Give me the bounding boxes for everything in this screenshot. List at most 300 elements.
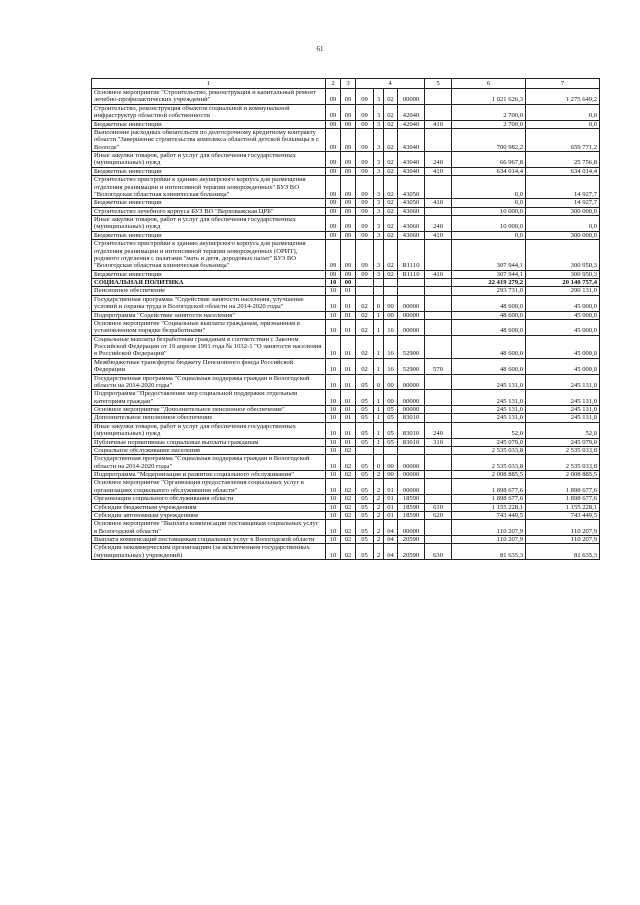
direction-code-cell: 00000: [398, 520, 425, 536]
expense-type-cell: 410: [425, 231, 452, 239]
sum-year-2-cell: 245 131,0: [526, 390, 600, 406]
expense-type-cell: 610: [425, 503, 452, 511]
sum-year-1-cell: 2 535 033,8: [452, 446, 526, 454]
sum-year-2-cell: 14 927,7: [526, 199, 600, 207]
section-code-cell: 09: [326, 89, 341, 105]
table-row: [92, 216, 600, 232]
event-code-cell: 05: [384, 422, 398, 438]
row-name-cell: Подпрограмма "Предоставление мер социальной поддержки отдельным категориям граждан": [92, 390, 326, 406]
section-code-cell: 10: [326, 520, 341, 536]
event-code-cell: 04: [384, 544, 398, 560]
row-name-cell: Строительство пристройки к зданию акушерского корпуса для размещения отделения реанимации и интенсивной терапии новорожденных (ОРИТ), родового отделения с палатами "мать и дитя, дородовых палат" БУЗ ВО "Вологодская областная клиническая больница": [92, 240, 326, 271]
row-name-cell: Субсидии некоммерческим организациям (за исключением государственных (муниципальных) учреждений): [92, 544, 326, 560]
program-code-cell: 05: [356, 406, 374, 414]
row-name-cell: Основное мероприятие "Выплата компенсации поставщикам социальных услуг в Вологодской области": [92, 520, 326, 536]
subsection-code-cell: 00: [341, 279, 356, 287]
row-name-cell: Бюджетные инвестиции: [92, 270, 326, 278]
sum-year-2-cell: 2 535 033,8: [526, 455, 600, 471]
row-name-cell: Иные закупки товаров, работ и услуг для обеспечения государственных (муниципальных) нужд: [92, 216, 326, 232]
program-code-cell: 09: [356, 240, 374, 271]
event-code-cell: 00: [384, 455, 398, 471]
subprogram-code-cell: 2: [374, 495, 384, 503]
expense-type-cell: [425, 455, 452, 471]
subsection-code-cell: 09: [341, 270, 356, 278]
row-name-cell: Основное мероприятие "Строительство, реконструкция и капитальный ремонт лечебно-профилактических учреждений": [92, 89, 326, 105]
sum-year-1-cell: 293 731,0: [452, 287, 526, 295]
row-name-cell: Подпрограмма "Содействие занятости населения": [92, 311, 326, 319]
sum-year-1-cell: 743 449,5: [452, 511, 526, 519]
sum-year-1-cell: 110 207,9: [452, 520, 526, 536]
sum-year-2-cell: 1 898 677,6: [526, 495, 600, 503]
program-code-cell: 05: [356, 414, 374, 422]
event-code-cell: 02: [384, 167, 398, 175]
table-row: [92, 495, 600, 503]
sum-year-1-cell: 1 155 228,1: [452, 503, 526, 511]
subsection-code-cell: 09: [341, 167, 356, 175]
expense-type-cell: 410: [425, 120, 452, 128]
event-code-cell: 02: [384, 89, 398, 105]
direction-code-cell: 00000: [398, 295, 425, 311]
section-code-cell: 10: [326, 406, 341, 414]
section-code-cell: 10: [326, 438, 341, 446]
event-code-cell: 01: [384, 495, 398, 503]
table-row: [92, 207, 600, 215]
sum-year-1-cell: 110 207,9: [452, 536, 526, 544]
section-code-cell: 09: [326, 199, 341, 207]
sum-year-2-cell: 45 000,0: [526, 311, 600, 319]
section-code-cell: 09: [326, 104, 341, 120]
expense-type-cell: [425, 414, 452, 422]
table-row: [92, 406, 600, 414]
row-name-cell: Государственная программа "Социальная поддержка граждан в Вологодской области на 2014-2020 годы": [92, 374, 326, 390]
table-row: [92, 422, 600, 438]
sum-year-2-cell: 300 950,3: [526, 270, 600, 278]
row-name-cell: Социальные выплаты безработным гражданам в соответствии с Законом Российской Федерации от 19 апреля 1991 года № 1032-1 "О занятости населения в Российской Федерации": [92, 335, 326, 358]
table-row: [92, 479, 600, 495]
program-code-cell: 02: [356, 335, 374, 358]
program-code-cell: [356, 287, 374, 295]
program-code-cell: 09: [356, 89, 374, 105]
subsection-code-cell: 02: [341, 446, 356, 454]
row-name-cell: Пенсионное обеспечение: [92, 287, 326, 295]
table-row: [92, 104, 600, 120]
expense-type-cell: [425, 295, 452, 311]
table-row: [92, 89, 600, 105]
direction-code-cell: [398, 446, 425, 454]
section-code-cell: 10: [326, 374, 341, 390]
table-row: [92, 455, 600, 471]
table-row: [92, 287, 600, 295]
sum-year-2-cell: 45 000,0: [526, 358, 600, 374]
table-row: [92, 279, 600, 287]
direction-code-cell: 52900: [398, 358, 425, 374]
subsection-code-cell: 09: [341, 199, 356, 207]
direction-code-cell: 00000: [398, 390, 425, 406]
program-code-cell: 05: [356, 374, 374, 390]
table-row: [92, 374, 600, 390]
row-name-cell: Строительство лечебного корпуса БУЗ ВО "Верховажская ЦРБ": [92, 207, 326, 215]
sum-year-1-cell: 2 700,0: [452, 104, 526, 120]
subprogram-code-cell: 3: [374, 89, 384, 105]
subsection-code-cell: 02: [341, 455, 356, 471]
sum-year-1-cell: 245 131,0: [452, 390, 526, 406]
sum-year-1-cell: 245 079,0: [452, 438, 526, 446]
subsection-code-cell: 09: [341, 128, 356, 151]
event-code-cell: 00: [384, 311, 398, 319]
subprogram-code-cell: [374, 287, 384, 295]
row-name-cell: Субсидии автономным учреждениям: [92, 511, 326, 519]
event-code-cell: 05: [384, 438, 398, 446]
subprogram-code-cell: 1: [374, 422, 384, 438]
sum-year-2-cell: 2 008 885,5: [526, 471, 600, 479]
section-code-cell: 10: [326, 455, 341, 471]
row-name-cell: Межбюджетные трансферты бюджету Пенсионного фонда Российской Федерации: [92, 358, 326, 374]
direction-code-cell: 42040: [398, 120, 425, 128]
expense-type-cell: [425, 176, 452, 199]
sum-year-1-cell: 2 535 033,8: [452, 455, 526, 471]
program-code-cell: 05: [356, 503, 374, 511]
event-code-cell: 00: [384, 295, 398, 311]
sum-year-2-cell: 0,0: [526, 120, 600, 128]
program-code-cell: 09: [356, 104, 374, 120]
subprogram-code-cell: 1: [374, 390, 384, 406]
subprogram-code-cell: 2: [374, 479, 384, 495]
section-code-cell: 09: [326, 176, 341, 199]
program-code-cell: 09: [356, 231, 374, 239]
direction-code-cell: 00000: [398, 455, 425, 471]
subsection-code-cell: 01: [341, 287, 356, 295]
program-code-cell: 05: [356, 471, 374, 479]
subprogram-code-cell: 0: [374, 295, 384, 311]
subsection-code-cell: 09: [341, 89, 356, 105]
section-code-cell: 10: [326, 536, 341, 544]
direction-code-cell: 43060: [398, 231, 425, 239]
section-code-cell: 09: [326, 207, 341, 215]
direction-code-cell: 83010: [398, 414, 425, 422]
table-row: [92, 270, 600, 278]
sum-year-1-cell: 48 600,0: [452, 311, 526, 319]
section-code-cell: 10: [326, 335, 341, 358]
row-name-cell: Выплата компенсаций поставщикам социальных услуг в Вологодской области: [92, 536, 326, 544]
event-code-cell: 16: [384, 319, 398, 335]
sum-year-1-cell: 1 898 677,6: [452, 479, 526, 495]
program-code-cell: 09: [356, 216, 374, 232]
subsection-code-cell: 01: [341, 438, 356, 446]
section-code-cell: 10: [326, 503, 341, 511]
direction-code-cell: [398, 287, 425, 295]
sum-year-2-cell: 245 131,0: [526, 414, 600, 422]
table-row: [92, 319, 600, 335]
program-code-cell: 09: [356, 128, 374, 151]
table-row: [92, 120, 600, 128]
event-code-cell: 01: [384, 503, 398, 511]
row-name-cell: Выполнение расходных обязательств по долгосрочному кредитному контракту области "Завершение строительства комплекса областной детской больницы в г. Вологде": [92, 128, 326, 151]
event-code-cell: 00: [384, 390, 398, 406]
subprogram-code-cell: 3: [374, 240, 384, 271]
sum-year-1-cell: 634 014,4: [452, 167, 526, 175]
subsection-code-cell: 01: [341, 422, 356, 438]
direction-code-cell: 20590: [398, 536, 425, 544]
row-name-cell: Организации социального обслуживания области: [92, 495, 326, 503]
section-code-cell: 10: [326, 358, 341, 374]
subsection-code-cell: 02: [341, 495, 356, 503]
sum-year-1-cell: 0,0: [452, 176, 526, 199]
header-col-5: 5: [425, 79, 452, 89]
event-code-cell: 01: [384, 511, 398, 519]
table-row: [92, 311, 600, 319]
sum-year-1-cell: 48 600,0: [452, 319, 526, 335]
sum-year-1-cell: 10 000,0: [452, 216, 526, 232]
event-code-cell: 00: [384, 374, 398, 390]
expense-type-cell: [425, 207, 452, 215]
sum-year-2-cell: 245 131,0: [526, 406, 600, 414]
sum-year-1-cell: 245 131,0: [452, 414, 526, 422]
row-name-cell: Дополнительное пенсионное обеспечение: [92, 414, 326, 422]
subsection-code-cell: 02: [341, 536, 356, 544]
row-name-cell: Бюджетные инвестиции: [92, 167, 326, 175]
table-row: [92, 231, 600, 239]
sum-year-1-cell: 48 600,0: [452, 295, 526, 311]
section-code-cell: 10: [326, 479, 341, 495]
sum-year-1-cell: 245 131,0: [452, 374, 526, 390]
direction-code-cell: 52900: [398, 335, 425, 358]
table-row: [92, 176, 600, 199]
sum-year-1-cell: 2 008 885,5: [452, 471, 526, 479]
program-code-cell: [356, 279, 374, 287]
section-code-cell: 09: [326, 167, 341, 175]
event-code-cell: [384, 446, 398, 454]
program-code-cell: 09: [356, 207, 374, 215]
row-name-cell: Строительство пристройки к зданию акушерского корпуса для размещения отделения реанимации и интенсивной терапии новорожденных" БУЗ ВО "Вологодская областная клиническая больница": [92, 176, 326, 199]
expense-type-cell: [425, 471, 452, 479]
section-code-cell: 10: [326, 471, 341, 479]
header-col-3: 3: [341, 79, 356, 89]
subsection-code-cell: 09: [341, 240, 356, 271]
section-code-cell: 09: [326, 120, 341, 128]
table-row: [92, 446, 600, 454]
table-row: [92, 358, 600, 374]
table-row: [92, 438, 600, 446]
program-code-cell: 09: [356, 167, 374, 175]
event-code-cell: 02: [384, 270, 398, 278]
table-row: [92, 240, 600, 271]
section-code-cell: 10: [326, 422, 341, 438]
direction-code-cell: 43050: [398, 199, 425, 207]
table-row: [92, 390, 600, 406]
header-col-4: 4: [356, 79, 425, 89]
expense-type-cell: 410: [425, 167, 452, 175]
expense-type-cell: [425, 279, 452, 287]
direction-code-cell: 18590: [398, 495, 425, 503]
direction-code-cell: [398, 279, 425, 287]
sum-year-2-cell: 1 155 228,1: [526, 503, 600, 511]
event-code-cell: 02: [384, 231, 398, 239]
subprogram-code-cell: 3: [374, 231, 384, 239]
program-code-cell: 02: [356, 295, 374, 311]
sum-year-1-cell: 10 000,0: [452, 207, 526, 215]
table-row: [92, 544, 600, 560]
sum-year-1-cell: 700 982,2: [452, 128, 526, 151]
sum-year-2-cell: 45 000,0: [526, 295, 600, 311]
sum-year-1-cell: 1 021 626,3: [452, 89, 526, 105]
row-name-cell: Государственная программа "Содействие занятости населения, улучшение условий и охраны труда в Вологодской области на 2014-2020 годы": [92, 295, 326, 311]
subprogram-code-cell: 1: [374, 414, 384, 422]
direction-code-cell: 43040: [398, 167, 425, 175]
subsection-code-cell: 01: [341, 406, 356, 414]
section-code-cell: 10: [326, 414, 341, 422]
table-row: [92, 128, 600, 151]
subsection-code-cell: 02: [341, 511, 356, 519]
table-header-row: [92, 79, 600, 89]
row-name-cell: Иные закупки товаров, работ и услуг для обеспечения государственных (муниципальных) нужд: [92, 422, 326, 438]
section-code-cell: 10: [326, 446, 341, 454]
event-code-cell: 02: [384, 120, 398, 128]
subprogram-code-cell: 0: [374, 374, 384, 390]
direction-code-cell: 43040: [398, 128, 425, 151]
program-code-cell: 09: [356, 199, 374, 207]
event-code-cell: 04: [384, 520, 398, 536]
subprogram-code-cell: 3: [374, 167, 384, 175]
sum-year-2-cell: 110 207,9: [526, 536, 600, 544]
section-code-cell: 10: [326, 311, 341, 319]
event-code-cell: [384, 287, 398, 295]
row-name-cell: Бюджетные инвестиции: [92, 231, 326, 239]
section-code-cell: 09: [326, 152, 341, 168]
expense-type-cell: [425, 406, 452, 414]
section-code-cell: 10: [326, 287, 341, 295]
expense-type-cell: [425, 390, 452, 406]
sum-year-1-cell: 81 635,3: [452, 544, 526, 560]
direction-code-cell: 43040: [398, 152, 425, 168]
expense-type-cell: 410: [425, 199, 452, 207]
expense-type-cell: 310: [425, 438, 452, 446]
expense-type-cell: 240: [425, 422, 452, 438]
expense-type-cell: 570: [425, 358, 452, 374]
expense-type-cell: [425, 374, 452, 390]
event-code-cell: 02: [384, 176, 398, 199]
sum-year-2-cell: 81 635,3: [526, 544, 600, 560]
program-code-cell: 02: [356, 319, 374, 335]
sum-year-1-cell: 245 131,0: [452, 406, 526, 414]
subprogram-code-cell: 3: [374, 128, 384, 151]
program-code-cell: 02: [356, 311, 374, 319]
subprogram-code-cell: 0: [374, 455, 384, 471]
row-name-cell: Бюджетные инвестиции: [92, 199, 326, 207]
sum-year-2-cell: 45 000,0: [526, 319, 600, 335]
direction-code-cell: 83010: [398, 422, 425, 438]
table-row: [92, 536, 600, 544]
section-code-cell: 10: [326, 544, 341, 560]
section-code-cell: 10: [326, 319, 341, 335]
direction-code-cell: 83010: [398, 438, 425, 446]
direction-code-cell: 42040: [398, 104, 425, 120]
expense-type-cell: [425, 240, 452, 271]
sum-year-1-cell: 48 600,0: [452, 358, 526, 374]
subsection-code-cell: 02: [341, 544, 356, 560]
expense-type-cell: [425, 536, 452, 544]
program-code-cell: 05: [356, 455, 374, 471]
program-code-cell: 05: [356, 536, 374, 544]
row-name-cell: Строительство, реконструкция объектов социальной и коммунальной инфраструктур областной собственности: [92, 104, 326, 120]
table-row: [92, 295, 600, 311]
sum-year-2-cell: 300 000,0: [526, 231, 600, 239]
table-row: [92, 414, 600, 422]
sum-year-1-cell: 307 944,1: [452, 240, 526, 271]
sum-year-2-cell: 20 140 757,4: [526, 279, 600, 287]
expense-type-cell: [425, 311, 452, 319]
program-code-cell: 05: [356, 422, 374, 438]
table-row: [92, 167, 600, 175]
subsection-code-cell: 01: [341, 319, 356, 335]
program-code-cell: 05: [356, 495, 374, 503]
sum-year-2-cell: 110 207,9: [526, 520, 600, 536]
direction-code-cell: 43060: [398, 207, 425, 215]
section-code-cell: 09: [326, 128, 341, 151]
sum-year-2-cell: 245 131,0: [526, 374, 600, 390]
row-name-cell: Подпрограмма "Модернизация и развитие социального обслуживания": [92, 471, 326, 479]
expense-type-cell: 240: [425, 152, 452, 168]
expense-type-cell: 410: [425, 270, 452, 278]
direction-code-cell: 00000: [398, 311, 425, 319]
subsection-code-cell: 02: [341, 503, 356, 511]
table-row: [92, 152, 600, 168]
subsection-code-cell: 01: [341, 295, 356, 311]
direction-code-cell: 18590: [398, 511, 425, 519]
sum-year-1-cell: 307 944,1: [452, 270, 526, 278]
row-name-cell: Бюджетные инвестиции: [92, 120, 326, 128]
direction-code-cell: 00000: [398, 471, 425, 479]
section-code-cell: 09: [326, 231, 341, 239]
subprogram-code-cell: 3: [374, 216, 384, 232]
header-col-7: 7: [526, 79, 600, 89]
table-row: [92, 199, 600, 207]
expense-type-cell: [425, 495, 452, 503]
sum-year-2-cell: 1 275 649,2: [526, 89, 600, 105]
direction-code-cell: 20590: [398, 544, 425, 560]
page-number: 61: [316, 45, 324, 53]
table-row: [92, 511, 600, 519]
subsection-code-cell: 01: [341, 414, 356, 422]
table-row: [92, 335, 600, 358]
section-code-cell: 10: [326, 279, 341, 287]
subprogram-code-cell: 3: [374, 207, 384, 215]
subprogram-code-cell: 1: [374, 311, 384, 319]
expense-type-cell: [425, 520, 452, 536]
subsection-code-cell: 09: [341, 231, 356, 239]
subprogram-code-cell: 2: [374, 536, 384, 544]
sum-year-2-cell: 245 079,0: [526, 438, 600, 446]
event-code-cell: 02: [384, 199, 398, 207]
sum-year-2-cell: 634 014,4: [526, 167, 600, 175]
event-code-cell: 01: [384, 479, 398, 495]
sum-year-1-cell: 2 700,0: [452, 120, 526, 128]
sum-year-1-cell: 0,0: [452, 199, 526, 207]
section-code-cell: 10: [326, 390, 341, 406]
sum-year-2-cell: 14 927,7: [526, 176, 600, 199]
subsection-code-cell: 01: [341, 311, 356, 319]
program-code-cell: [356, 446, 374, 454]
sum-year-2-cell: 0,0: [526, 104, 600, 120]
sum-year-1-cell: 48 600,0: [452, 335, 526, 358]
program-code-cell: 05: [356, 479, 374, 495]
subprogram-code-cell: 1: [374, 335, 384, 358]
program-code-cell: 09: [356, 120, 374, 128]
sum-year-2-cell: 25 756,8: [526, 152, 600, 168]
row-name-cell: Социальное обслуживание населения: [92, 446, 326, 454]
direction-code-cell: 00000: [398, 479, 425, 495]
subsection-code-cell: 01: [341, 390, 356, 406]
direction-code-cell: R1110: [398, 270, 425, 278]
